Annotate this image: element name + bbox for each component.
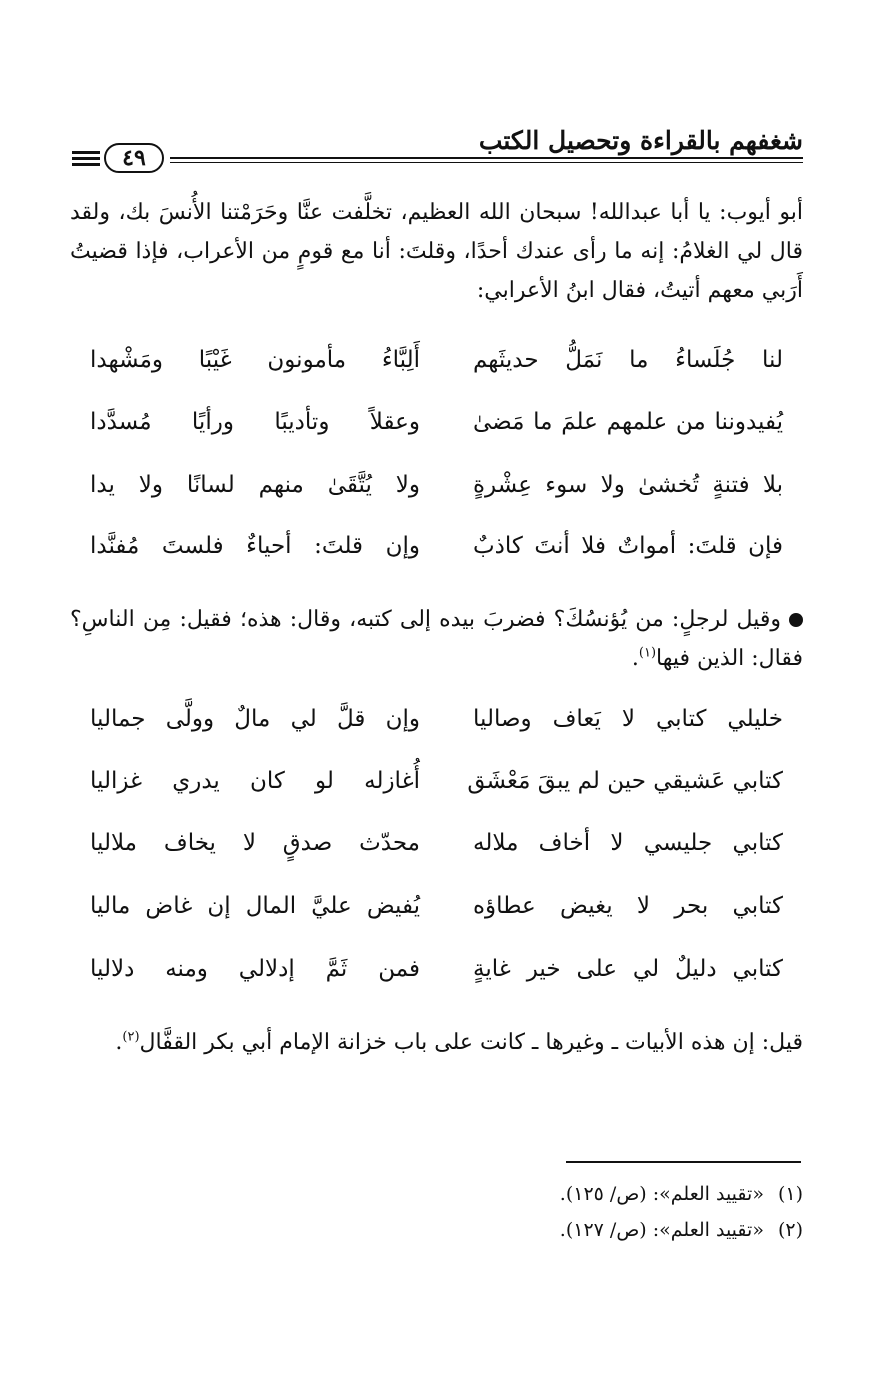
footnote-separator — [566, 1161, 801, 1163]
footnote-reference[interactable]: (١) — [638, 645, 657, 661]
paragraph-anecdote — [70, 600, 803, 678]
verse-line — [90, 768, 783, 808]
paragraph-closing-text: قيل: إن هذه الأبيات ـ وغيرها ـ كانت على باب خزانة الإمام أبي بكر القفَّال — [139, 1030, 803, 1055]
sentence-end: . — [115, 1030, 123, 1055]
verse-line — [90, 893, 783, 933]
verse-second-hemistich: أُغازله لو كان يدري غزاليا — [90, 768, 420, 794]
page-number — [104, 143, 164, 173]
verse-second-hemistich: فمن ثَمَّ إدلالي ومنه دلاليا — [90, 956, 420, 982]
verse-first-hemistich: بلا فتنةٍ تُخشىٰ ولا سوء عِشْرةٍ — [473, 472, 783, 498]
header-ornament-bar — [72, 157, 100, 160]
verse-first-hemistich: كتابي دليلٌ لي على خير غايةٍ — [473, 956, 783, 982]
paragraph-intro: أبو أيوب: يا أبا عبدالله! سبحان الله العظيم، تخلَّفت عنَّا وحَرَمْتنا الأُنسَ بك، ولقد قال لي الغلامُ: إنه ما رأى عندك أحدًا، وقلتَ: أنا مع قومٍ من الأعراب، فإذا قضيتُ أَرَبي معهم أتيتُ، فقال ابنُ الأعرابي: — [70, 200, 803, 303]
paragraph-closing — [70, 1023, 803, 1062]
verse-first-hemistich: كتابي بحر لا يغيض عطاؤه — [473, 893, 783, 919]
page-number-text: ٤٩ — [122, 145, 146, 171]
footnote-number: (١) — [777, 1183, 803, 1205]
verse-first-hemistich: لنا جُلَساءُ ما نَمَلُّ حديثَهم — [473, 347, 783, 373]
verse-first-hemistich: كتابي جليسي لا أخاف ملاله — [473, 830, 783, 856]
header-ornament-bar — [72, 163, 100, 166]
footnote-text: «تقييد العلم»: (ص/ ١٢٧). — [559, 1219, 764, 1241]
verse-first-hemistich: فإن قلتَ: أمواتٌ فلا أنتَ كاذبٌ — [473, 533, 783, 559]
verse-line — [90, 347, 783, 387]
footnote — [560, 1219, 803, 1241]
sentence-end: . — [631, 646, 639, 671]
verse-first-hemistich: يُفيدوننا من علمهم علمَ ما مَضىٰ — [473, 409, 783, 435]
verse-second-hemistich: ولا يُتَّقَىٰ منهم لسانًا ولا يدا — [90, 472, 420, 498]
verse-second-hemistich: أَلِبَّاءُ مأمونون غَيْبًا ومَشْهدا — [90, 347, 420, 373]
verse-second-hemistich: يُفيض عليَّ المال إن غاض ماليا — [90, 893, 420, 919]
verse-line — [90, 830, 783, 870]
bullet-icon — [789, 613, 803, 627]
running-header-title: شغفهم بالقراءة وتحصيل الكتب — [478, 126, 803, 155]
verse-second-hemistich: محدّث صدقٍ لا يخاف ملاليا — [90, 830, 420, 856]
footnote-reference[interactable]: (٢) — [122, 1029, 140, 1045]
header-rule-thin — [170, 162, 803, 163]
header-ornament-bar — [72, 151, 100, 154]
verse-second-hemistich: وإن قلتَ: أحياءٌ فلستَ مُفنَّدا — [90, 533, 420, 559]
footnote-text: «تقييد العلم»: (ص/ ١٢٥). — [559, 1183, 764, 1205]
verse-line — [90, 956, 783, 996]
verse-line — [90, 706, 783, 746]
footnote — [560, 1183, 803, 1205]
verse-line — [90, 409, 783, 449]
verse-second-hemistich: وإن قلَّ لي مالٌ وولَّى جماليا — [90, 706, 420, 732]
paragraph-anecdote-text: وقيل لرجلٍ: من يُؤنسُكَ؟ فضربَ بيده إلى كتبه، وقال: هذه؛ فقيل: مِن الناسِ؟ فقال: الذين فيها — [70, 607, 803, 671]
verse-line — [90, 533, 783, 573]
header-rule — [170, 157, 803, 159]
verse-first-hemistich: كتابي عَشيقي حين لم يبقَ مَعْشَق — [467, 768, 783, 794]
verse-first-hemistich: خليلي كتابي لا يَعاف وصاليا — [473, 706, 783, 732]
footnote-number: (٢) — [777, 1219, 803, 1241]
verse-second-hemistich: وعقلاً وتأديبًا ورأيًا مُسدَّدا — [90, 409, 420, 435]
verse-line — [90, 472, 783, 512]
